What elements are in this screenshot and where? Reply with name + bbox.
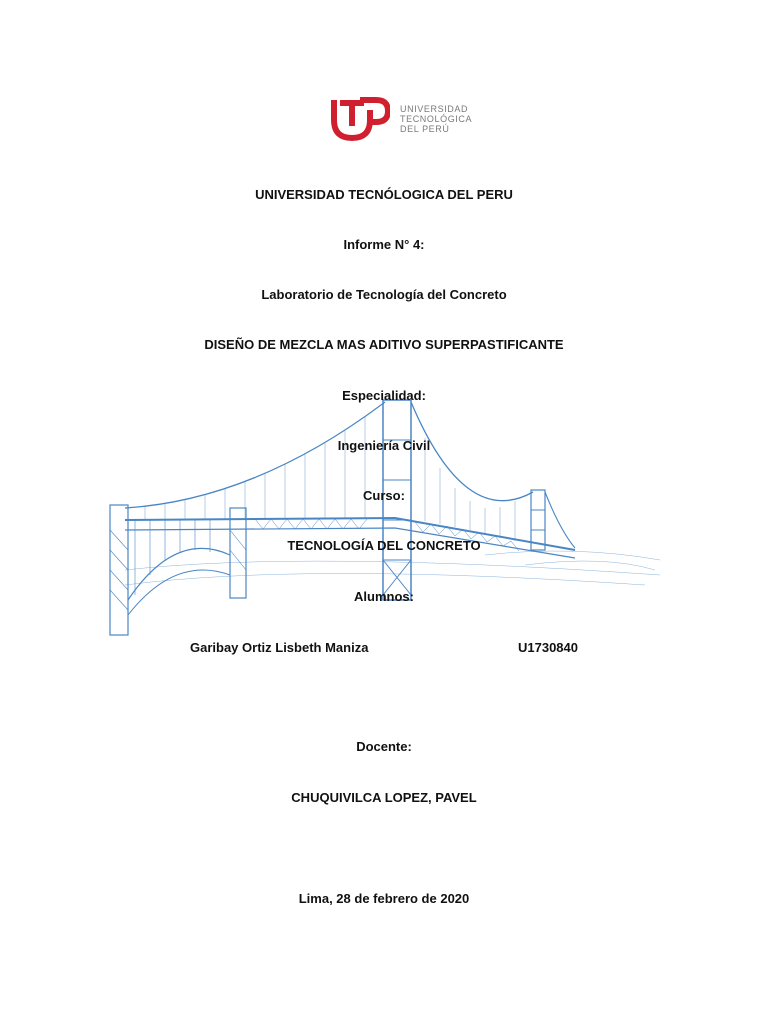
student-name: Garibay Ortiz Lisbeth Maniza: [190, 640, 369, 655]
report-title: DISEÑO DE MEZCLA MAS ADITIVO SUPERPASTIFICANTE: [204, 337, 564, 352]
university-name: UNIVERSIDAD TECNÓLOGICA DEL PERU: [255, 187, 513, 202]
report-number: Informe N° 4:: [343, 237, 425, 252]
logo-line-2: TECNOLÓGICA: [400, 114, 473, 124]
specialty-value: Ingeniería Civil: [337, 438, 431, 453]
teacher-name: CHUQUIVILCA LOPEZ, PAVEL: [291, 790, 477, 805]
teacher-label: Docente:: [356, 739, 412, 754]
specialty-label: Especialidad:: [342, 388, 426, 403]
utp-logo-icon: [330, 96, 390, 144]
student-code: U1730840: [518, 640, 578, 655]
course-value: TECNOLOGÍA DEL CONCRETO: [287, 538, 481, 553]
logo-wordmark: [400, 104, 472, 134]
logo-line-3: DEL PERÚ: [400, 124, 450, 134]
place-date: Lima, 28 de febrero de 2020: [298, 891, 470, 906]
utp-logo: [330, 96, 490, 146]
logo-line-1: UNIVERSIDAD: [400, 104, 469, 114]
students-label: Alumnos:: [354, 589, 414, 604]
lab-name: Laboratorio de Tecnología del Concreto: [261, 287, 507, 302]
course-label: Curso:: [363, 488, 405, 503]
